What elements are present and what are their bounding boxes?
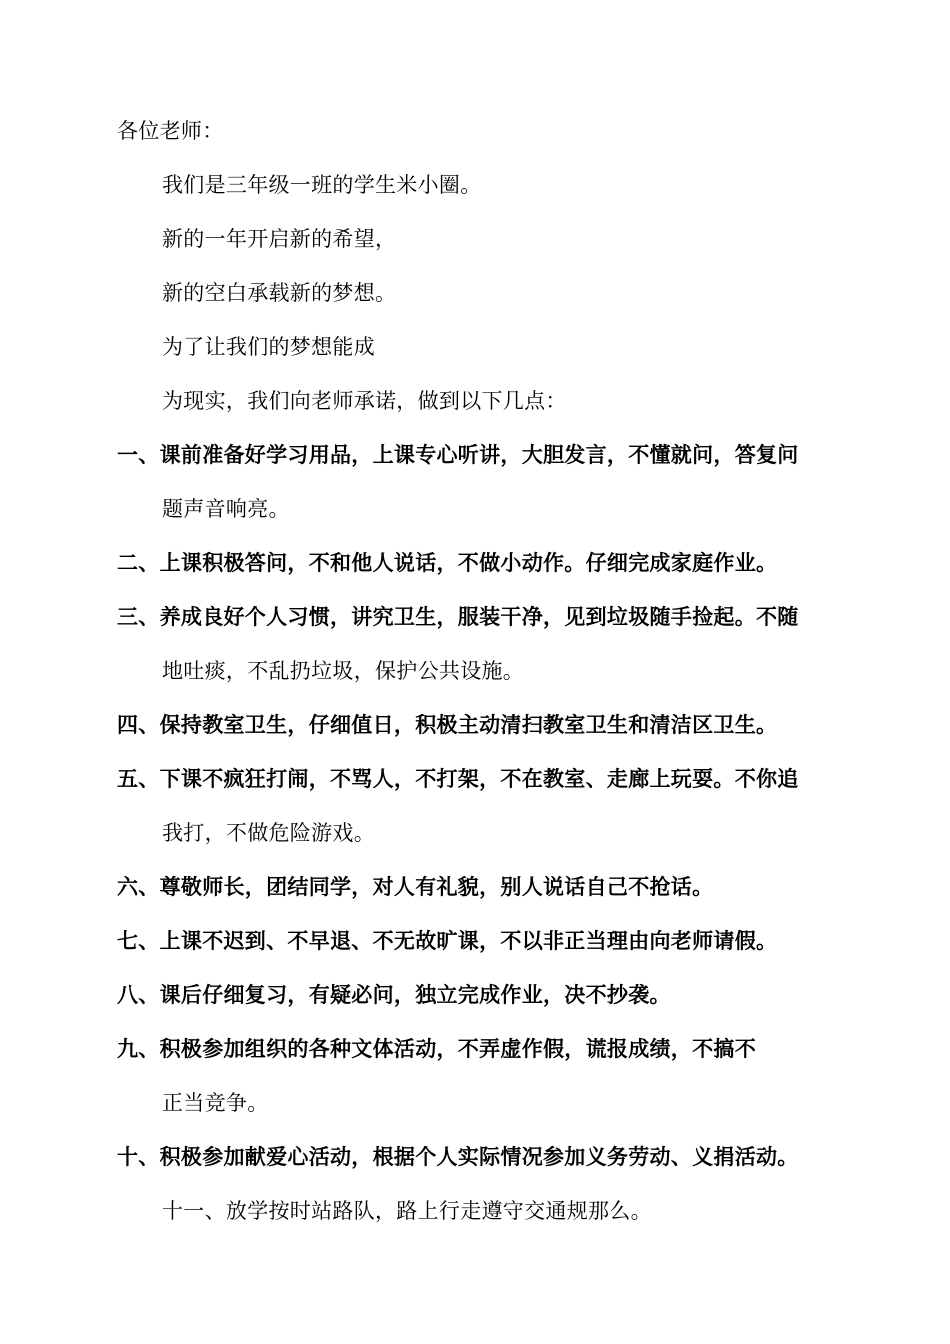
intro-line: 为了让我们的梦想能成 — [162, 335, 375, 359]
pledge-item-1-continuation: 题声音响亮。 — [162, 497, 290, 521]
intro-line: 新的空白承载新的梦想。 — [162, 281, 397, 305]
salutation: 各位老师： — [117, 119, 224, 143]
intro-line: 为现实，我们向老师承诺，做到以下几点： — [162, 389, 567, 413]
pledge-item-5-continuation: 我打，不做危险游戏。 — [162, 821, 375, 845]
pledge-item-3: 三、养成良好个人习惯，讲究卫生，服装干净，见到垃圾随手捡起。不随 — [117, 604, 799, 629]
pledge-item-10: 十、积极参加献爱心活动，根据个人实际情况参加义务劳动、义捐活动。 — [117, 1144, 799, 1169]
pledge-item-1: 一、课前准备好学习用品，上课专心听讲，大胆发言，不懂就问，答复问 — [117, 442, 799, 467]
pledge-item-9-continuation: 正当竞争。 — [162, 1091, 269, 1115]
pledge-item-8: 八、课后仔细复习，有疑必问，独立完成作业，决不抄袭。 — [117, 982, 671, 1007]
pledge-item-3-continuation: 地吐痰，不乱扔垃圾，保护公共设施。 — [162, 659, 525, 683]
pledge-item-11: 十一、放学按时站路队，路上行走遵守交通规那么。 — [162, 1199, 652, 1223]
pledge-item-2: 二、上课积极答问，不和他人说话，不做小动作。仔细完成家庭作业。 — [117, 550, 778, 575]
pledge-item-4: 四、保持教室卫生，仔细值日，积极主动清扫教室卫生和清洁区卫生。 — [117, 712, 778, 737]
pledge-item-9: 九、积极参加组织的各种文体活动，不弄虚作假，谎报成绩，不搞不 — [117, 1036, 756, 1061]
intro-line: 我们是三年级一班的学生米小圈。 — [162, 173, 482, 197]
intro-line: 新的一年开启新的希望， — [162, 227, 397, 251]
pledge-item-6: 六、尊敬师长，团结同学，对人有礼貌，别人说话自己不抢话。 — [117, 874, 714, 899]
pledge-item-5: 五、下课不疯狂打闹，不骂人，不打架，不在教室、走廊上玩耍。不你追 — [117, 766, 799, 791]
pledge-item-7: 七、上课不迟到、不早退、不无故旷课，不以非正当理由向老师请假。 — [117, 928, 778, 953]
